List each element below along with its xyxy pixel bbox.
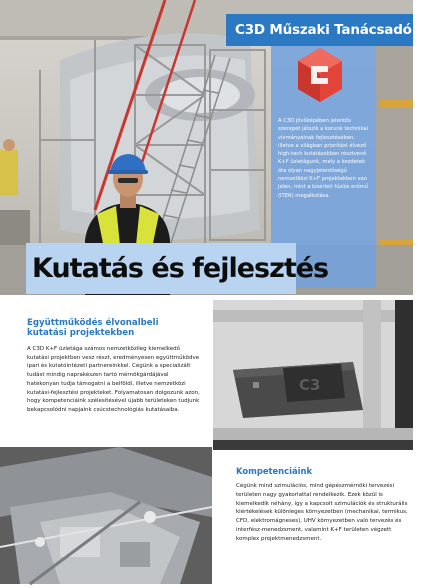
photo-metal-parts <box>0 447 212 584</box>
c3d-logo <box>297 47 343 103</box>
section-title-competencies: Kompetenciáink <box>236 466 313 476</box>
photo-c3d-component <box>213 300 413 450</box>
c3d-component-illustration <box>213 300 413 450</box>
svg-text:C3: C3 <box>299 376 321 394</box>
section-title-cooperation: Együttműködés élvonalbeli kutatási projektekben <box>27 318 159 338</box>
intro-text: A C3D jövőképében jelentős szerepet játszik a korunk technikai vívmányainak fejlesztésében, illetve a világban prioritást élvező high-tech kutatásokban résztvevő K+F üzletágunk, mely a kezdetek óta olyan nagyjelentőségű nemzetközi K+F projektekben van jelen, mint a kísérleti fúziós erőmű (ITER) megalkotása. <box>278 118 369 199</box>
company-name-banner: C3D Műszaki Tanácsadó Kft. <box>226 14 413 46</box>
page-title: Kutatás és fejlesztés <box>26 243 296 294</box>
section-text-competencies: Cégünk mind szimulációs, mind gépészmérnöki tervezési területen nagy gyakorlattal rendelkezik. Ezek közül is kiemelkedik néhány, így a kapcsolt szimulációk és strukturális kiértékelések különleges környezetben (mechanikai, termikus, CFD, elektromágneses), UHV környezetben való tervezés és interfész-menedzsment, valamint K+F területen végzett komplex projektmenedzsment. <box>236 483 408 542</box>
metal-parts-illustration <box>0 447 212 584</box>
section-text-cooperation: A C3D K+F üzletága számos nemzetközileg kiemelkedő kutatási projektben vesz részt, eredményesen együttműködve ipari és kutatóintézeti partnereinkkel. Cégünk a specializált tudást mindig naprakészen tartó mérnökgárdájával hatékonyan tudja támogatni a belföldi, illetve nemzetközi kutatási-fejlesztési projekteket. Folyamatosan dolgozunk azon, hogy kompetenciáink szélesítésével újabb területeken tudjunk bekapcsolódni napjaink csúcstechnológiás kutatásaiba. <box>27 346 200 413</box>
c3d-logo-icon <box>297 47 343 103</box>
